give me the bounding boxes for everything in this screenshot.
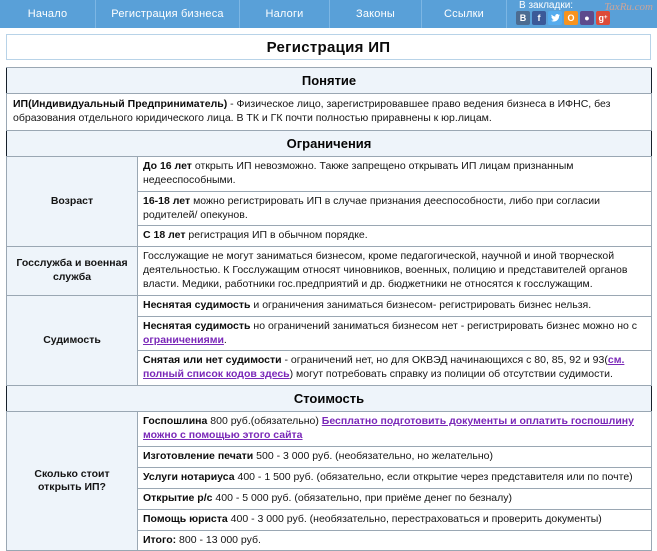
okved-codes-link[interactable]: см. полный список кодов здесь [143, 354, 625, 381]
table-row [7, 157, 652, 192]
cost-row-bank-account-text: 400 - 5 000 руб. (обязательно, при приёме денег по безналу) [212, 491, 513, 504]
nav-item-home[interactable] [0, 0, 96, 28]
age-rule-16-18-cell [138, 191, 652, 226]
table-row [7, 247, 652, 296]
livejournal-icon[interactable]: ● [580, 11, 594, 25]
age-rule-over-18-text: регистрация ИП в обычном порядке. [185, 229, 368, 242]
cost-row-total-cell [138, 530, 652, 551]
cost-row-bank-account-cell [138, 488, 652, 509]
twitter-icon[interactable] [548, 11, 562, 25]
table-row [7, 295, 652, 316]
age-rule-over-18-bold: С 18 лет [143, 229, 186, 242]
age-rule-over-18-cell [138, 226, 652, 247]
row-label-criminal-record: Судимость [7, 295, 138, 385]
concept-term: ИП(Индивидуальный Предприниматель) [13, 98, 228, 111]
cost-row-total-bold: Итого: [143, 533, 177, 546]
page-content [0, 28, 657, 551]
section-header-restrictions [7, 130, 652, 156]
page-title-box [6, 34, 651, 60]
section-header-concept-label: Понятие [7, 68, 652, 94]
row-label-age: Возраст [7, 157, 138, 247]
page-title: Регистрация ИП [266, 38, 391, 56]
age-rule-16-18-text: можно регистрировать ИП в случае признания дееспособности, либо при согласии родителей/ опекунов. [143, 194, 601, 221]
row-label-civil-service: Госслужба и военная служба [7, 247, 138, 296]
site-watermark: TaxRu.com [604, 1, 653, 13]
cost-row-notary-text: 400 - 1 500 руб. (обязательно, если открытие через представителя или по почте) [234, 470, 633, 483]
nav-item-home-label: Начало [27, 8, 68, 20]
age-rule-under-16-text: открыть ИП невозможно. Также запрещено открывать ИП лицам признанным недееспособными. [143, 160, 574, 186]
criminal-record-rule-2-bold: Неснятая судимость [143, 319, 251, 332]
nav-item-links[interactable] [422, 0, 507, 28]
cost-row-lawyer-cell [138, 509, 652, 530]
cost-row-state-duty-cell [138, 412, 652, 447]
googleplus-icon[interactable]: g + [596, 11, 610, 25]
nav-item-laws[interactable] [330, 0, 422, 28]
criminal-record-rule-3-text: - ограничений нет, но для ОКВЭД начинающихся с 80, 85, 92 и 93( [281, 354, 608, 367]
cost-row-state-duty-text: 800 руб.(обязательно) [207, 415, 322, 428]
criminal-record-rule-3-tail: ) могут потребовать справку из полиции об отсутствии судимости. [289, 368, 613, 381]
cost-row-lawyer-bold: Помощь юриста [143, 512, 228, 525]
criminal-record-rule-2-tail: . [223, 333, 227, 346]
criminal-record-rule-1-text: и ограничения заниматься бизнесом- регистрировать бизнес нельзя. [250, 298, 592, 311]
nav-item-laws-label: Законы [356, 8, 395, 20]
cost-row-total-text: 800 - 13 000 руб. [176, 533, 261, 546]
bookmarks-label: В закладки: [519, 0, 574, 11]
cost-row-notary-cell [138, 467, 652, 488]
table-row [7, 94, 652, 131]
cost-row-notary-bold: Услуги нотариуса [143, 470, 235, 483]
social-share-icons [516, 11, 610, 25]
section-header-concept [7, 68, 652, 94]
age-rule-under-16-cell [138, 157, 652, 192]
criminal-record-rule-1-bold: Неснятая судимость [143, 298, 251, 311]
cost-row-lawyer-text: 400 - 3 000 руб. (необязательно, перестраховаться и проверить документы) [227, 512, 602, 525]
nav-item-links-label: Ссылки [444, 8, 484, 20]
ip-registration-table [6, 67, 652, 551]
section-header-restrictions-label: Ограничения [7, 130, 652, 156]
free-documents-link[interactable]: Бесплатно подготовить документы и оплатить госпошлину можно с помощью этого сайта [143, 415, 634, 442]
nav-item-business-registration[interactable] [96, 0, 240, 28]
concept-text: - Физическое лицо, зарегистрировавшее право ведения бизнеса в ИФНС, без образования отдельного юридического лица. В ТК и ГК почти полностью приравнены к юр.лицам. [13, 98, 611, 125]
cost-row-state-duty-bold: Госпошлина [143, 415, 208, 428]
table-row [7, 412, 652, 447]
section-header-cost-label: Стоимость [7, 386, 652, 412]
odnoklassniki-icon[interactable]: О [564, 11, 578, 25]
facebook-icon[interactable]: f [532, 11, 546, 25]
criminal-record-rule-3-cell [138, 351, 652, 386]
cost-row-seal-bold: Изготовление печати [143, 450, 254, 463]
cost-row-bank-account-bold: Открытие р/с [143, 491, 213, 504]
vkontakte-icon[interactable]: В [516, 11, 530, 25]
nav-item-taxes-label: Налоги [265, 8, 304, 20]
top-navigation-bar [0, 0, 657, 28]
cost-row-seal-text: 500 - 3 000 руб. (необязательно, но желательно) [253, 450, 494, 463]
criminal-record-rule-1-cell [138, 295, 652, 316]
section-header-cost [7, 386, 652, 412]
criminal-record-rule-3-bold: Снятая или нет судимости [143, 354, 282, 367]
cost-row-seal-cell [138, 447, 652, 468]
age-rule-16-18-bold: 16-18 лет [143, 194, 191, 207]
row-label-cost: Сколько стоит открыть ИП? [7, 412, 138, 551]
criminal-record-rule-2-text: но ограничений заниматься бизнесом нет - регистрировать бизнес можно но с [250, 319, 638, 332]
civil-service-text-cell: Госслужащие не могут заниматься бизнесом, кроме педагогической, научной и иной творческой деятельностью. К Госслужащим относят чиновников, военных, полицию и представителей органов власти. Медики, работники гос.предприятий и др. бюджетники не относятся к госслужащим. [138, 247, 652, 296]
nav-item-business-registration-label: Регистрация бизнеса [111, 8, 224, 20]
bookmarks-area [507, 0, 657, 28]
nav-item-taxes[interactable] [240, 0, 330, 28]
concept-definition-cell [7, 94, 652, 131]
restrictions-link[interactable]: ограничениями [143, 333, 224, 346]
age-rule-under-16-bold: До 16 лет [143, 160, 192, 173]
criminal-record-rule-2-cell [138, 316, 652, 351]
